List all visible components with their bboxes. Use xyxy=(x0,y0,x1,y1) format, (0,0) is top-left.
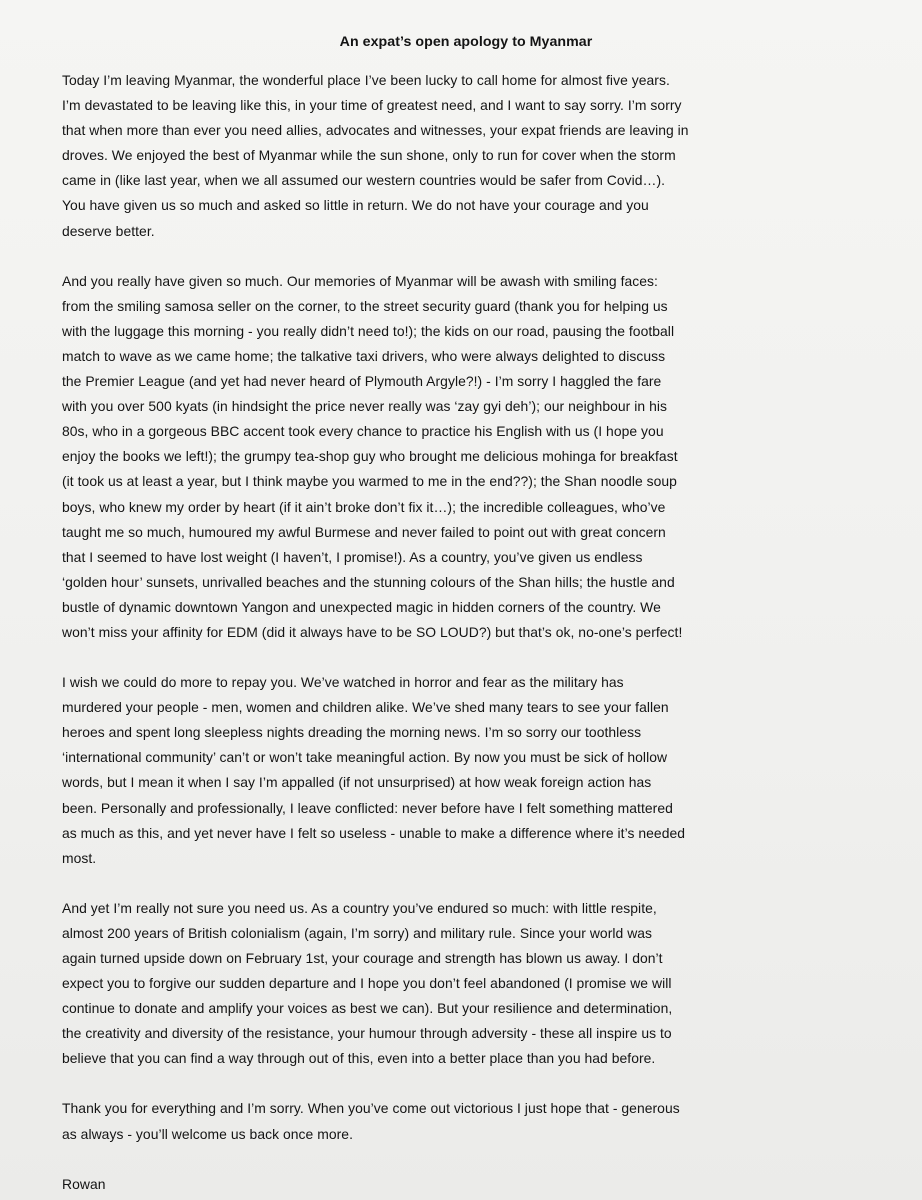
paragraph-4: And yet I’m really not sure you need us. As a country you’ve endured so much: with little respite, almost 200 years of British colonialism (again, I’m sorry) and military rule. Since your world was again turned upside down on February 1st, your courage and strength has blown us away. I don’t expect you to forgive our sudden departure and I hope you don’t feel abandoned (I promise we will continue to donate and amplify your voices as best we can). But your resilience and determination, the creativity and diversity of the resistance, your humour through adversity - these all inspire us to believe that you can find a way through out of this, even into a better place than you had before. xyxy=(62,899,673,1067)
document-title: An expat’s open apology to Myanmar xyxy=(339,34,593,50)
signature: Rowan xyxy=(62,1175,106,1192)
paragraph-3: I wish we could do more to repay you. We’ve watched in horror and fear as the military has murdered your people - men, women and children alike. We’ve shed many tears to see your fallen heroes and spent long sleepless nights dreading the morning news. I’m so sorry our toothless ‘international community’ can’t or won’t take meaningful action. By now you must be sick of hollow words, but I mean it when I say I’m appalled (if not unsurprised) at how weak foreign action has been. Personally and professionally, I leave conflicted: never before have I felt something mattered as much as this, and yet never have I felt so useless - unable to make a difference where it’s needed most. xyxy=(62,674,686,866)
paragraph-1: Today I’m leaving Myanmar, the wonderful place I’ve been lucky to call home for almost five years. I’m devastated to be leaving like this, in your time of greatest need, and I want to say sorry. I’m sorry that when more than ever you need allies, advocates and witnesses, your expat friends are leaving in droves. We enjoyed the best of Myanmar while the sun shone, only to run for cover when the storm came in (like last year, when we all assumed our western countries would be safer from Covid…). You have given us so much and asked so little in return. We do not have your courage and you deserve better. xyxy=(62,72,689,239)
paragraph-2: And you really have given so much. Our memories of Myanmar will be awash with smiling faces: from the smiling samosa seller on the corner, to the street security guard (thank you for helping us with the luggage this morning - you really didn’t need to!); the kids on our road, pausing the football match to wave as we came home; the talkative taxi drivers, who were always delighted to discuss the Premier League (and yet had never heard of Plymouth Argyle?!) - I’m sorry I haggled the fare with you over 500 kyats (in hindsight the price never really was ‘zay gyi deh’); our neighbour in his 80s, who in a gorgeous BBC accent took every chance to practice his English with us (I hope you enjoy the books we left!); the grumpy tea-shop guy who brought me delicious mohinga for breakfast (it took us at least a year, but I think maybe you warmed to me in the end??); the Shan noodle soup boys, who knew my order by heart (if it ain’t broke don’t fix it…); the incredible colleagues, who’ve taught me so much, humoured my awful Burmese and never failed to point out with great concern that I seemed to have lost weight (I haven’t, I promise!). As a country, you’ve given us endless ‘golden hour’ sunsets, unrivalled beaches and the stunning colours of the Shan hills; the hustle and bustle of dynamic downtown Yangon and unexpected magic in hidden corners of the country. We won’t miss your affinity for EDM (did it always have to be SO LOUD?) but that’s ok, no-one’s perfect! xyxy=(62,272,683,640)
paragraph-5: Thank you for everything and I’m sorry. When you’ve come out victorious I just hope that - generous as always - you’ll welcome us back once more. xyxy=(62,1100,680,1142)
